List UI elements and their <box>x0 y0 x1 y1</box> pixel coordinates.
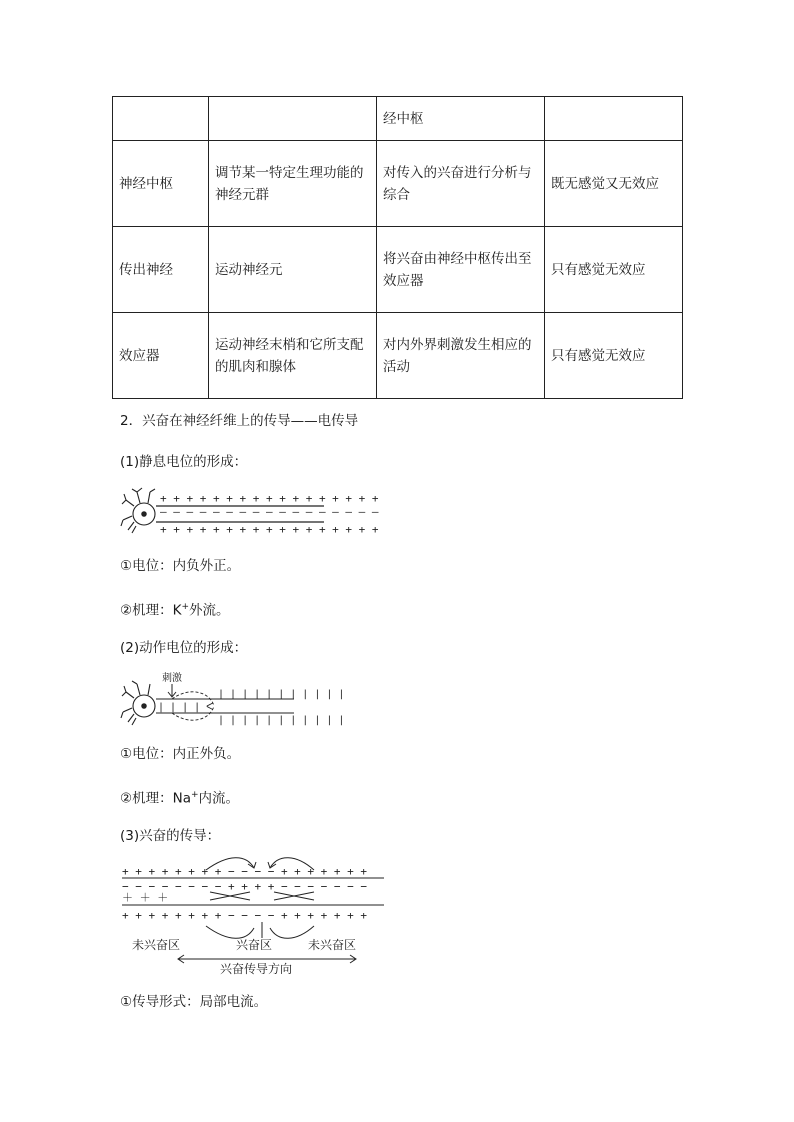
neuron-cell-body-icon <box>121 488 155 533</box>
resting-potential-description: ①电位：内负外正。 <box>120 558 241 574</box>
unexcited-area-label: 未兴奋区 <box>132 938 181 952</box>
table-cell: 将兴奋由神经中枢传出至效应器 <box>377 227 545 313</box>
svg-text:− − − − − − − − + + + + − − −: − − − − − − − − + + + + − − − − − − − <box>122 880 368 893</box>
table-row <box>113 227 683 313</box>
neuron-cell-body-icon <box>121 681 155 725</box>
svg-text:| | | | | | | | | | |: | | | | | | | | | | | <box>218 689 345 700</box>
svg-text:+ + + + + + + + + + + + + + +: + + + + + + + + + + + + + + + + + <box>160 492 379 505</box>
table-cell: 效应器 <box>113 313 209 399</box>
excited-area-label: 兴奋区 <box>236 938 273 952</box>
svg-text:＋ ＋ ＋: ＋ ＋ ＋ <box>122 891 169 904</box>
table-cell: 传出神经 <box>113 227 209 313</box>
table-row <box>113 97 683 141</box>
table-cell: 既无感觉又无效应 <box>545 141 683 227</box>
svg-text:| | | | | | | | | | |: | | | | | | | | | | | <box>218 715 345 726</box>
table-cell: 只有感觉无效应 <box>545 313 683 399</box>
table-cell: 运动神经元 <box>209 227 377 313</box>
mechanism-text: ②机理：K <box>120 602 182 619</box>
ion-charge: + <box>190 790 199 800</box>
action-mechanism <box>120 785 239 809</box>
svg-text:— — — — — — — — — — — — — — —: — — — — — — — — — — — — — — — — — <box>160 505 379 518</box>
table-cell <box>545 97 683 141</box>
table-cell <box>113 97 209 141</box>
section-heading: 2．兴奋在神经纤维上的传导——电传导 <box>120 413 359 429</box>
action-potential-diagram <box>120 668 345 726</box>
table-cell: 对传入的兴奋进行分析与综合 <box>377 141 545 227</box>
table-row <box>113 313 683 399</box>
table-cell: 经中枢 <box>377 97 545 141</box>
table-cell <box>209 97 377 141</box>
table-cell: 只有感觉无效应 <box>545 227 683 313</box>
svg-text:+ + + + + + + + − − − − + + +: + + + + + + + + − − − − + + + + + + + <box>122 865 368 878</box>
reflex-arc-table <box>112 96 683 399</box>
action-potential-title: (2)动作电位的形成： <box>120 640 248 656</box>
conduction-title: (3)兴奋的传导： <box>120 828 221 844</box>
svg-text:+ + + + + + + + + + + + + + +: + + + + + + + + + + + + + + + + + <box>160 523 379 536</box>
resting-potential-title: (1)静息电位的形成： <box>120 454 248 470</box>
unexcited-area-label: 未兴奋区 <box>308 938 357 952</box>
table-cell: 调节某一特定生理功能的神经元群 <box>209 141 377 227</box>
resting-mechanism <box>120 597 230 621</box>
mechanism-text: 外流。 <box>189 602 230 619</box>
svg-text:+ + + + + + + + − − − − + + +: + + + + + + + + − − − − + + + + + + + <box>122 909 368 922</box>
mechanism-text: ②机理：Na <box>120 790 191 807</box>
table-cell: 神经中枢 <box>113 141 209 227</box>
svg-text:| | | | ᐸ: | | | | ᐸ <box>158 702 214 713</box>
conduction-diagram <box>118 856 390 980</box>
table-cell: 对内外界刺激发生相应的活动 <box>377 313 545 399</box>
stimulus-label: 刺激 <box>162 673 182 684</box>
table-cell: 运动神经末梢和它所支配的肌肉和腺体 <box>209 313 377 399</box>
direction-label: 兴奋传导方向 <box>220 962 293 976</box>
conduction-form: ①传导形式：局部电流。 <box>120 994 268 1010</box>
ion-charge: + <box>181 602 190 612</box>
action-potential-description: ①电位：内正外负。 <box>120 746 241 762</box>
mechanism-text: 内流。 <box>198 790 240 807</box>
table-row <box>113 141 683 227</box>
resting-potential-diagram <box>120 486 379 536</box>
